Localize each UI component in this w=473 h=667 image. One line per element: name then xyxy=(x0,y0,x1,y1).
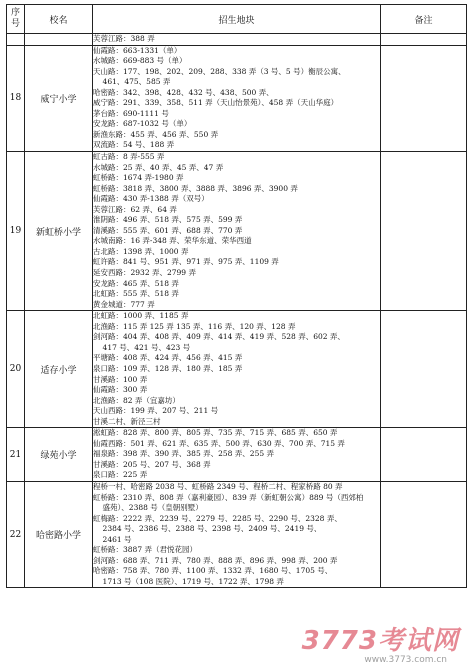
enrollment-areas xyxy=(93,311,381,428)
area-line: 仙霞西路：501 弄、621 弄、635 弄、500 弄、630 弄、700 弄、715 弄 xyxy=(93,438,345,448)
area-line: 哈密路：758 弄、780 弄、1100 弄、1332 弄、1680 号、1705 号、 xyxy=(93,566,333,576)
area-line: 程桥一村、哈密路 2038 号、虹桥路 2349 号、程桥二村、程家桥路 80 弄 xyxy=(93,481,343,491)
area-line: 2461 号 xyxy=(93,534,132,544)
school-name: 威宁小学 xyxy=(25,45,93,151)
area-line: 虹桥路：3887 弄（君悦花园） xyxy=(93,545,197,555)
enrollment-areas xyxy=(93,45,381,151)
area-line: 北渔路：115 弄 125 弄 135 弄、116 弄、120 弄、128 弄 xyxy=(93,321,296,331)
school-name: 新虹桥小学 xyxy=(25,152,93,311)
area-line: 延安西路：2932 弄、2799 弄 xyxy=(93,268,196,278)
area-line: 甘溪路：205 号、207 号、368 弄 xyxy=(93,459,211,469)
area-line: 417 号、421 号、423 号 xyxy=(93,342,191,352)
area-line: 泉口路：225 弄 xyxy=(93,470,148,480)
note-cell xyxy=(381,428,467,482)
area-line: 虹梅路：2222 弄、2239 号、2279 号、2285 号、2290 号、2328 弄、 xyxy=(93,513,342,523)
table-row xyxy=(7,428,467,482)
area-line: 仙霞路：300 弄 xyxy=(93,385,148,395)
area-line: 仙霞路：663-1331（单） xyxy=(93,45,182,55)
area-line: 淞虹路：828 弄、800 弄、805 弄、735 弄、715 弄、685 弄、650 弄 xyxy=(93,428,338,438)
area-line: 2384 号、2386 号、2388 号、2398 号、2409 号、2419 号、 xyxy=(93,524,322,534)
row-number: 18 xyxy=(7,45,25,151)
watermark-url: www.3773.com.cn xyxy=(364,655,447,665)
header-num: 序号 xyxy=(7,5,25,34)
row-number: 21 xyxy=(7,428,25,482)
area-line: 泉口路：109 弄、128 弄、180 弄、185 弄 xyxy=(93,363,243,373)
enrollment-table xyxy=(6,4,467,588)
area-line: 仙霞路：430 弄-1388 弄（双号） xyxy=(93,194,209,204)
header-school: 校名 xyxy=(25,5,93,34)
area-line: 北虹路：1000 弄、1185 弄 xyxy=(93,311,189,321)
table-row xyxy=(7,152,467,311)
continuation-areas xyxy=(93,34,381,46)
header-area: 招生地块 xyxy=(93,5,381,34)
area-line: 水城路：25 弄、40 弄、45 弄、47 弄 xyxy=(93,162,224,172)
area-line: 古北路：1398 弄、1000 弄 xyxy=(93,246,189,256)
note-cell xyxy=(381,311,467,428)
row-number: 19 xyxy=(7,152,25,311)
area-line: 461、475、585 弄 xyxy=(93,77,171,87)
area-line: 新渔东路：455 弄、456 弄、550 弄 xyxy=(93,129,219,139)
watermark-logo: 3773考试网 xyxy=(301,626,459,656)
area-line: 福泉路：398 弄、390 弄、385 弄、258 弄、255 弄 xyxy=(93,449,274,459)
enrollment-areas xyxy=(93,152,381,311)
area-line: 虹桥路：3818 弄、3800 弄、3888 弄、3896 弄、3900 弄 xyxy=(93,183,298,193)
area-line: 黄金城道：777 弄 xyxy=(93,299,155,309)
area-line: 北虹路：555 弄、518 弄 xyxy=(93,289,179,299)
area-line: 甘溪路：100 弄 xyxy=(93,374,148,384)
table-row xyxy=(7,45,467,151)
row-number: 20 xyxy=(7,311,25,428)
header-note: 备注 xyxy=(381,5,467,34)
area-line: 安龙路：465 弄、518 弄 xyxy=(93,278,179,288)
school-name: 适存小学 xyxy=(25,311,93,428)
enrollment-areas xyxy=(93,481,381,587)
area-line: 天山路：177、198、202、209、288、338 弄（3 号、5 号）衡辰公寓、 xyxy=(93,66,346,76)
area-line: 盛苑）、2388 号（皇朝别墅） xyxy=(93,503,203,513)
area-line: 淮阴路：496 弄、518 弄、575 弄、599 弄 xyxy=(93,215,243,225)
area-line: 北渔路：82 弄（宜嘉坊） xyxy=(93,395,180,405)
area-line: 芙蓉江路：388 弄 xyxy=(93,34,155,43)
school-name: 绿苑小学 xyxy=(25,428,93,482)
school-name: 哈密路小学 xyxy=(25,481,93,587)
area-line: 虹古路：8 弄-555 弄 xyxy=(93,152,165,162)
area-line: 剑河路：404 弄、408 弄、409 弄、414 弄、419 弄、528 弄、602 弄、 xyxy=(93,332,345,342)
note-cell xyxy=(381,152,467,311)
area-line: 水城南路：16 弄-348 弄、荣华东道、荣华西道 xyxy=(93,236,252,246)
area-line: 剑河路：688 弄、711 弄、780 弄、888 弄、896 弄、998 弄、200 弄 xyxy=(93,555,338,565)
enrollment-areas xyxy=(93,428,381,482)
area-line: 1713 号（108 医院）、1719 号、1722 弄、1798 弄 xyxy=(93,576,284,586)
note-cell xyxy=(381,481,467,587)
continuation-row xyxy=(7,34,467,46)
row-number: 22 xyxy=(7,481,25,587)
area-line: 清溪路：555 弄、601 弄、688 弄、770 弄 xyxy=(93,225,243,235)
area-line: 茅台路：690-1111 号 xyxy=(93,108,169,118)
area-line: 虹许路：841 号、951 弄、971 弄、975 弄、1109 弄 xyxy=(93,257,279,267)
area-line: 哈密路：342、398、428、432 号、438、500 弄、 xyxy=(93,87,274,97)
area-line: 水城路：669-883 号（单） xyxy=(93,56,187,66)
header-row xyxy=(7,5,467,34)
area-line: 芙蓉江路：62 弄、64 弄 xyxy=(93,204,177,214)
area-line: 安龙路：687-1032 号（单） xyxy=(93,119,192,129)
table-row xyxy=(7,481,467,587)
area-line: 虹桥路：1674 弄-1980 弄 xyxy=(93,173,184,183)
area-line: 威宁路：291、339、358、511 弄（天山怡景苑）、458 弄（天山华庭） xyxy=(93,98,339,108)
table-row xyxy=(7,311,467,428)
area-line: 虹桥路：2310 弄、808 弄（嘉利豪园）、839 弄（新虹朝公寓）889 号（西郊柏 xyxy=(93,492,364,502)
area-line: 天山西路：199 弄、207 号、211 号 xyxy=(93,406,219,416)
area-line: 平塘路：408 弄、424 弄、456 弄、415 弄 xyxy=(93,353,243,363)
area-line: 双流路：54 号、188 弄 xyxy=(93,140,175,150)
area-line: 甘溪二村、新泾三村 xyxy=(93,416,161,426)
note-cell xyxy=(381,45,467,151)
